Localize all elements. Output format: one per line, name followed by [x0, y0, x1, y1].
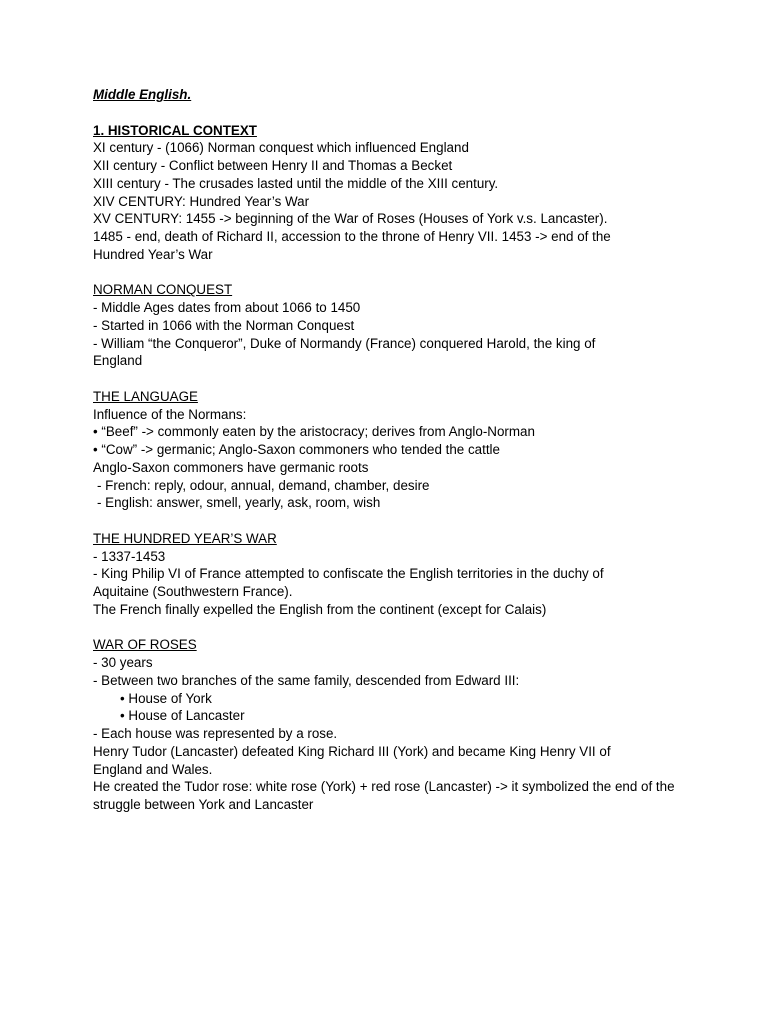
document-body	[93, 86, 683, 814]
spacer	[93, 512, 683, 530]
roses-line: - Each house was represented by a rose.	[93, 726, 338, 741]
language-example-english: - English: answer, smell, yearly, ask, room, wish	[97, 495, 381, 511]
section-heading-war-of-roses: WAR OF ROSES	[93, 637, 197, 653]
spacer	[93, 619, 683, 637]
roses-line: Henry Tudor (Lancaster) defeated King Richard III (York) and became King Henry VII of	[93, 743, 611, 759]
language-line: Influence of the Normans:	[93, 406, 247, 422]
historical-line: XIII century - The crusades lasted until the middle of the XIII century.	[93, 175, 499, 191]
roses-house-bullet: • House of York	[120, 690, 212, 706]
hundred-line: - King Philip VI of France attempted to confiscate the English territories in the duchy of	[93, 566, 604, 582]
historical-line: XIV CENTURY: Hundred Year’s War	[93, 193, 310, 209]
hundred-line: Aquitaine (Southwestern France).	[93, 584, 293, 599]
language-bullet: • “Cow” -> germanic; Anglo-Saxon commoners who tended the cattle	[93, 442, 500, 457]
language-line: Anglo-Saxon commoners have germanic roots	[93, 459, 369, 475]
spacer	[93, 264, 683, 282]
spacer	[93, 104, 683, 122]
roses-line: - 30 years	[93, 655, 153, 670]
roses-line: England and Wales.	[93, 761, 213, 777]
section-heading-historical-context: 1. HISTORICAL CONTEXT	[93, 122, 257, 138]
language-bullet: • “Beef” -> commonly eaten by the aristocracy; derives from Anglo-Norman	[93, 424, 535, 440]
historical-line: 1485 - end, death of Richard II, accession to the throne of Henry VII. 1453 -> end of the	[93, 229, 611, 244]
norman-line: - Started in 1066 with the Norman Conquest	[93, 317, 355, 333]
section-heading-hundred-years-war: THE HUNDRED YEAR’S WAR	[93, 530, 277, 546]
norman-line: - Middle Ages dates from about 1066 to 1450	[93, 300, 361, 315]
section-heading-norman-conquest: NORMAN CONQUEST	[93, 282, 233, 298]
historical-line: Hundred Year’s War	[93, 246, 213, 262]
norman-line: England	[93, 353, 143, 369]
hundred-line: - 1337-1453	[93, 548, 166, 564]
document-title: Middle English.	[93, 87, 192, 102]
roses-line: - Between two branches of the same family, descended from Edward III:	[93, 672, 520, 688]
historical-line: XII century - Conflict between Henry II and Thomas a Becket	[93, 158, 453, 173]
hundred-line: The French finally expelled the English from the continent (except for Calais)	[93, 601, 547, 617]
spacer	[93, 370, 683, 388]
roses-line: struggle between York and Lancaster	[93, 797, 314, 812]
historical-line: XI century - (1066) Norman conquest which influenced England	[93, 140, 469, 156]
historical-line: XV CENTURY: 1455 -> beginning of the War of Roses (Houses of York v.s. Lancaster).	[93, 211, 608, 227]
section-heading-the-language: THE LANGUAGE	[93, 388, 198, 404]
language-example-french: - French: reply, odour, annual, demand, chamber, desire	[97, 477, 430, 493]
roses-house-bullet: • House of Lancaster	[120, 708, 245, 724]
roses-line: He created the Tudor rose: white rose (York) + red rose (Lancaster) -> it symbolized the end of the	[93, 779, 675, 795]
norman-line: - William “the Conqueror”, Duke of Normandy (France) conquered Harold, the king of	[93, 335, 596, 351]
